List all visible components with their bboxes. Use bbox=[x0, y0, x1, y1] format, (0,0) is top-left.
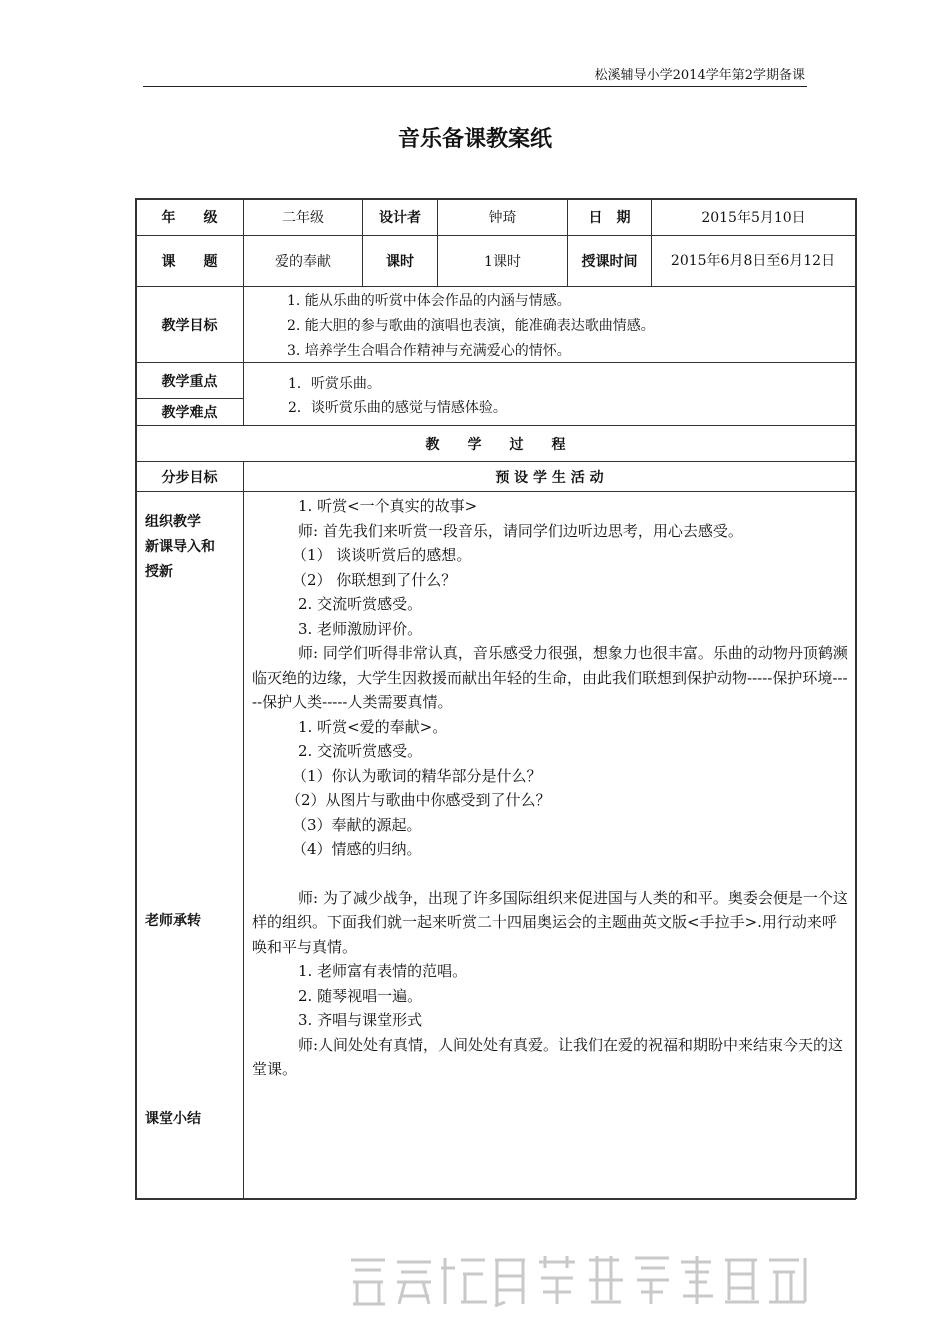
step-organize: 组织教学 bbox=[145, 514, 201, 530]
activity-line: 1. 听赏<爱的奉献>。 bbox=[298, 717, 448, 736]
difficulty-label: 教学难点 bbox=[161, 405, 218, 421]
table-border-right bbox=[855, 198, 857, 1199]
step-teach: 授新 bbox=[145, 564, 173, 580]
activity-line: 3. 老师激励评价。 bbox=[298, 619, 423, 638]
date-value: 2015年5月10日 bbox=[701, 210, 806, 226]
goal-item: 2. 能大胆的参与歌曲的演唱也表演，能准确表达歌曲情感。 bbox=[287, 318, 655, 334]
focus-label: 教学重点 bbox=[161, 373, 218, 390]
activity-column-header: 预 设 学 生 活 动 bbox=[495, 469, 604, 486]
step-column-header: 分步目标 bbox=[161, 469, 218, 486]
hours-value: 1课时 bbox=[484, 254, 521, 270]
topic-label: 课 题 bbox=[161, 254, 218, 270]
activity-line: （2） 你联想到了什么？ bbox=[292, 570, 457, 589]
activity-line: 1. 听赏<一个真实的故事> bbox=[298, 497, 478, 515]
activity-line: 1. 老师富有表情的范唱。 bbox=[298, 962, 468, 980]
date-label: 日 期 bbox=[588, 210, 631, 226]
designer-value: 钟琦 bbox=[488, 210, 517, 226]
activity-line: 2. 随琴视唱一遍。 bbox=[298, 986, 423, 1005]
header-text: 松溪辅导小学2014学年第2学期备课 bbox=[594, 68, 805, 83]
teach-time-label: 授课时间 bbox=[581, 254, 638, 270]
activity-content bbox=[252, 494, 848, 1082]
process-title: 教 学 过 程 bbox=[425, 436, 566, 453]
document-title: 音乐备课教案纸 bbox=[397, 127, 552, 152]
activity-line: 3. 齐唱与课堂形式 bbox=[298, 1011, 423, 1029]
grade-label: 年 级 bbox=[161, 210, 218, 226]
col-line bbox=[243, 461, 244, 1199]
activity-line: （3）奉献的源起。 bbox=[292, 815, 422, 834]
goal-item: 3. 培养学生合唱合作精神与充满爱心的情怀。 bbox=[287, 343, 571, 359]
key-item: 1．听赏乐曲。 bbox=[288, 376, 381, 392]
activity-line: （4）情感的归纳。 bbox=[292, 840, 422, 858]
activity-line: （1）你认为歌词的精华部分是什么？ bbox=[292, 766, 542, 785]
step-summary: 课堂小结 bbox=[145, 1111, 201, 1127]
activity-line: 2. 交流听赏感受。 bbox=[298, 595, 423, 613]
step-transition: 老师承转 bbox=[145, 913, 201, 929]
activity-line: （2）从图片与歌曲中你感受到了什么？ bbox=[286, 791, 551, 809]
hours-label: 课时 bbox=[386, 254, 414, 270]
activity-line: 师: 首先我们来听赏一段音乐，请同学们边听边思考，用心去感受。 bbox=[298, 521, 743, 540]
activity-line: 师: 为了减少战争，出现了许多国际组织来促进国与人类的和平。奥委会便是一个这样的组织。下面我们就一起来听赏二十四届奥运会的主题曲英文版<手拉手>.用行动来呼唤和平与真情。 bbox=[252, 888, 848, 956]
page-header bbox=[143, 64, 807, 87]
activity-line: 师: 同学们听得非常认真，音乐感受力很强，想象力也很丰富。乐曲的动物丹顶鹤濒临灭绝的边缘，大学生因救援而献出年轻的生命，由此我们联想到保护动物-----保护环境-----保护人类-----人类需要真情。 bbox=[252, 644, 848, 711]
teach-time-value: 2015年6月8日至6月12日 bbox=[670, 253, 836, 269]
goals-label: 教学目标 bbox=[161, 317, 218, 334]
designer-label: 设计者 bbox=[379, 210, 421, 226]
topic-value: 爱的奉献 bbox=[275, 254, 331, 270]
calligraphy-watermark-icon bbox=[345, 1252, 815, 1308]
spacer bbox=[252, 862, 848, 886]
activity-line: （1） 谈谈听赏后的感想。 bbox=[292, 546, 472, 564]
key-item: 2．谈听赏乐曲的感觉与情感体验。 bbox=[288, 400, 507, 416]
activity-line: 师:人间处处有真情，人间处处有真爱。让我们在爱的祝福和期盼中来结束今天的这堂课。 bbox=[252, 1035, 844, 1078]
activity-line: 2. 交流听赏感受。 bbox=[298, 742, 423, 760]
goal-item: 1. 能从乐曲的听赏中体会作品的内涵与情感。 bbox=[287, 293, 571, 309]
grade-value: 二年级 bbox=[282, 210, 324, 226]
step-intro: 新课导入和 bbox=[145, 539, 215, 555]
